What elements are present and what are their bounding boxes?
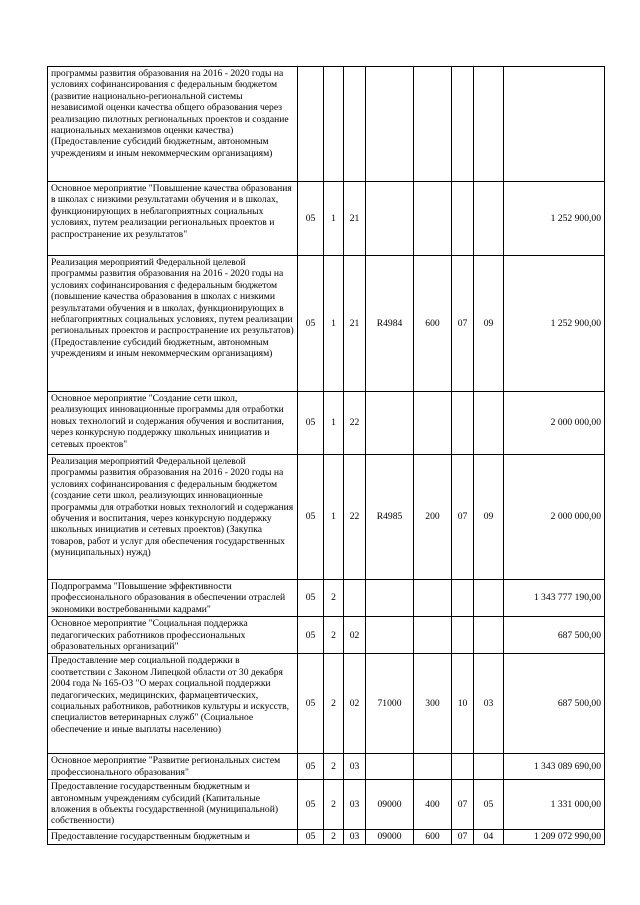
subprogram-code-cell: 1	[324, 392, 344, 455]
expense-type-cell	[414, 754, 452, 780]
event-code-cell: 03	[344, 754, 366, 780]
section-code-cell: 05	[298, 654, 324, 754]
table-row	[48, 754, 605, 780]
subsection-cell: 05	[474, 780, 504, 830]
expense-type-cell	[414, 580, 452, 617]
subprogram-code-cell: 2	[324, 580, 344, 617]
amount-cell: 687 500,00	[504, 617, 605, 654]
event-code-cell: 03	[344, 830, 366, 844]
event-code-cell: 21	[344, 256, 366, 392]
chapter-cell	[452, 67, 474, 182]
expense-type-cell: 400	[414, 780, 452, 830]
table-row	[48, 830, 605, 844]
direction-code-cell	[366, 754, 414, 780]
description-cell: Реализация мероприятий Федеральной целевой программы развития образования на 2016 - 2020 годы на условиях софинансирования с федеральным бюджетом (создание сети школ, реализующих инновационные программы для отработки новых технологий и содержания обучения и воспитания, через конкурсную поддержку школьных инициатив и сетевых проектов) (Закупка товаров, работ и услуг для обеспечения государственных (муниципальных) нужд)	[48, 455, 298, 580]
description-cell: Реализация мероприятий Федеральной целевой программы развития образования на 2016 - 2020 годы на условиях софинансирования с федеральным бюджетом (повышение качества образования в школах с низкими результатами обучения и в школах, функционирующих в неблагоприятных социальных условиях, путем реализации региональных проектов и распространение их результатов) (Предоставление субсидий бюджетным, автономным учреждениям и иным некоммерческим организациям)	[48, 256, 298, 392]
subprogram-code-cell: 1	[324, 256, 344, 392]
expense-type-cell	[414, 182, 452, 256]
event-code-cell: 03	[344, 780, 366, 830]
subprogram-code-cell: 2	[324, 830, 344, 844]
amount-cell: 2 000 000,00	[504, 392, 605, 455]
chapter-cell	[452, 182, 474, 256]
expense-type-cell: 300	[414, 654, 452, 754]
subsection-cell	[474, 392, 504, 455]
direction-code-cell: R4985	[366, 455, 414, 580]
budget-table	[47, 66, 605, 845]
amount-cell: 1 252 900,00	[504, 182, 605, 256]
direction-code-cell	[366, 617, 414, 654]
chapter-cell	[452, 617, 474, 654]
description-cell: Предоставление государственным бюджетным и автономным учреждениям субсидий (Капитальные вложения в объекты государственной (муниципальной) собственности)	[48, 780, 298, 830]
direction-code-cell: 09000	[366, 780, 414, 830]
chapter-cell: 07	[452, 780, 474, 830]
direction-code-cell: 09000	[366, 830, 414, 844]
expense-type-cell: 600	[414, 256, 452, 392]
section-code-cell: 05	[298, 182, 324, 256]
section-code-cell: 05	[298, 617, 324, 654]
subsection-cell	[474, 182, 504, 256]
section-code-cell	[298, 67, 324, 182]
subsection-cell	[474, 580, 504, 617]
expense-type-cell: 600	[414, 830, 452, 844]
table-body	[48, 67, 605, 845]
subsection-cell	[474, 617, 504, 654]
subprogram-code-cell: 2	[324, 780, 344, 830]
description-cell: Предоставление мер социальной поддержки в соответствии с Законом Липецкой области от 30 декабря 2004 года № 165-ОЗ "О мерах социальной поддержки педагогических, медицинских, фармацевтических, социальных работников, работников культуры и искусств, специалистов ветеринарных служб" (Социальное обеспечение и иные выплаты населению)	[48, 654, 298, 754]
event-code-cell: 22	[344, 392, 366, 455]
subprogram-code-cell: 2	[324, 754, 344, 780]
table-row	[48, 780, 605, 830]
description-cell: Основное мероприятие "Развитие региональных систем профессионального образования"	[48, 754, 298, 780]
expense-type-cell: 200	[414, 455, 452, 580]
description-cell: Основное мероприятие "Социальная поддержка педагогических работников профессиональных образовательных организаций"	[48, 617, 298, 654]
chapter-cell	[452, 392, 474, 455]
table-row	[48, 654, 605, 754]
amount-cell: 1 343 089 690,00	[504, 754, 605, 780]
description-cell: программы развития образования на 2016 - 2020 годы на условиях софинансирования с федеральным бюджетом (развитие национально-региональной системы независимой оценки качества общего образования через реализацию пилотных региональных проектов и создание национальных механизмов оценки качества) (Предоставление субсидий бюджетным, автономным учреждениям и иным некоммерческим организациям)	[48, 67, 298, 182]
subprogram-code-cell: 1	[324, 182, 344, 256]
amount-cell: 1 209 072 990,00	[504, 830, 605, 844]
chapter-cell: 07	[452, 455, 474, 580]
section-code-cell: 05	[298, 780, 324, 830]
event-code-cell	[344, 67, 366, 182]
section-code-cell: 05	[298, 256, 324, 392]
amount-cell: 1 343 777 190,00	[504, 580, 605, 617]
amount-cell	[504, 67, 605, 182]
subsection-cell: 04	[474, 830, 504, 844]
description-cell: Подпрограмма "Повышение эффективности профессионального образования в обеспечении отраслей экономики востребованными кадрами"	[48, 580, 298, 617]
subsection-cell	[474, 754, 504, 780]
description-cell: Предоставление государственным бюджетным и	[48, 830, 298, 844]
direction-code-cell: 71000	[366, 654, 414, 754]
event-code-cell: 21	[344, 182, 366, 256]
table-row	[48, 392, 605, 455]
event-code-cell: 22	[344, 455, 366, 580]
chapter-cell	[452, 580, 474, 617]
description-cell: Основное мероприятие "Повышение качества образования в школах с низкими результатами обучения и в школах, функционирующих в неблагоприятных социальных условиях, путем реализации региональных проектов и распространение их результатов"	[48, 182, 298, 256]
section-code-cell: 05	[298, 392, 324, 455]
expense-type-cell	[414, 392, 452, 455]
direction-code-cell	[366, 67, 414, 182]
event-code-cell: 02	[344, 617, 366, 654]
description-cell: Основное мероприятие "Создание сети школ, реализующих инновационные программы для отработки новых технологий и содержания обучения и воспитания, через конкурсную поддержку школьных инициатив и сетевых проектов"	[48, 392, 298, 455]
direction-code-cell	[366, 580, 414, 617]
chapter-cell: 07	[452, 256, 474, 392]
section-code-cell: 05	[298, 455, 324, 580]
table-row	[48, 182, 605, 256]
table-row	[48, 580, 605, 617]
amount-cell: 1 252 900,00	[504, 256, 605, 392]
subsection-cell: 03	[474, 654, 504, 754]
subprogram-code-cell: 2	[324, 654, 344, 754]
amount-cell: 2 000 000,00	[504, 455, 605, 580]
direction-code-cell	[366, 392, 414, 455]
chapter-cell	[452, 754, 474, 780]
section-code-cell: 05	[298, 754, 324, 780]
amount-cell: 1 331 000,00	[504, 780, 605, 830]
subprogram-code-cell: 2	[324, 617, 344, 654]
section-code-cell: 05	[298, 830, 324, 844]
table-row	[48, 455, 605, 580]
expense-type-cell	[414, 617, 452, 654]
direction-code-cell: R4984	[366, 256, 414, 392]
table-row	[48, 256, 605, 392]
subsection-cell	[474, 67, 504, 182]
event-code-cell	[344, 580, 366, 617]
event-code-cell: 02	[344, 654, 366, 754]
table-row	[48, 67, 605, 182]
subsection-cell: 09	[474, 256, 504, 392]
chapter-cell: 10	[452, 654, 474, 754]
section-code-cell: 05	[298, 580, 324, 617]
chapter-cell: 07	[452, 830, 474, 844]
amount-cell: 687 500,00	[504, 654, 605, 754]
direction-code-cell	[366, 182, 414, 256]
table-row	[48, 617, 605, 654]
subprogram-code-cell	[324, 67, 344, 182]
subsection-cell: 09	[474, 455, 504, 580]
subprogram-code-cell: 1	[324, 455, 344, 580]
expense-type-cell	[414, 67, 452, 182]
